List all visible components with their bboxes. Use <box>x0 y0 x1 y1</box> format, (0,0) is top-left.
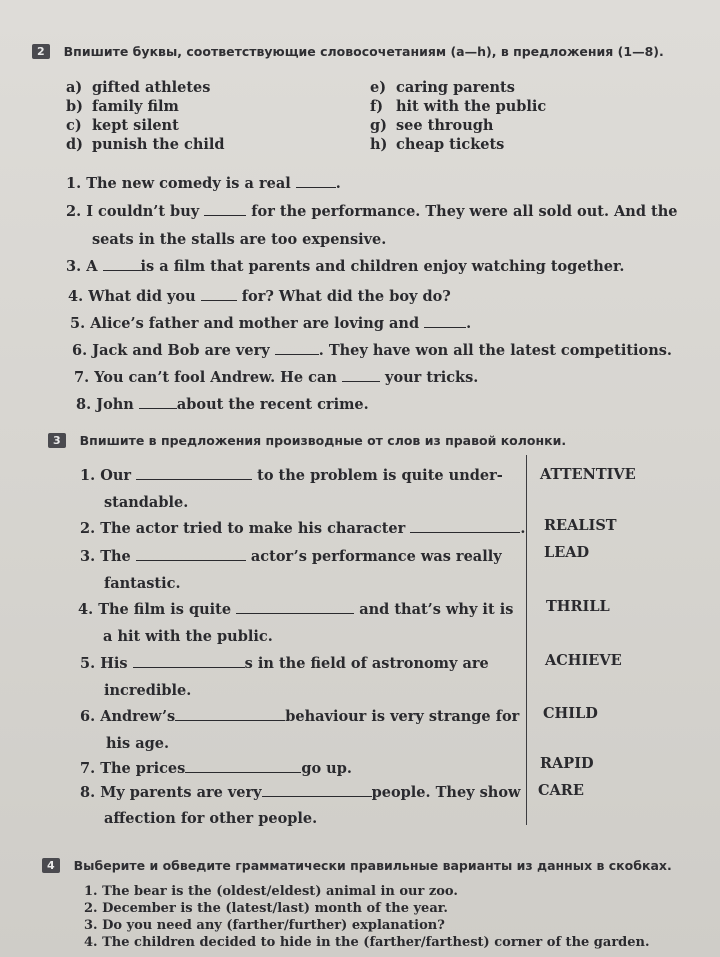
task-2-sentence-7: 7. You can’t fool Andrew. He can your tricks. <box>74 369 479 386</box>
task-3-sentence-8: 8. My parents are very people. They show <box>80 784 521 801</box>
word-achieve: ACHIEVE <box>545 652 622 669</box>
task-3-sentence-6: 6. Andrew’s behaviour is very strange for <box>80 708 520 725</box>
task-2-sentence-4: 4. What did you for? What did the boy do? <box>68 288 451 305</box>
task-2-sentence-1: 1. The new comedy is a real . <box>66 175 341 192</box>
option-f: f) hit with the public <box>370 98 547 115</box>
task-4-sentence-4: 4. The children decided to hide in the (farther/farthest) corner of the garden. <box>84 935 650 950</box>
answer-blank[interactable] <box>262 784 372 797</box>
answer-blank[interactable] <box>139 396 177 409</box>
option-h: h) cheap tickets <box>370 136 505 153</box>
word-child: CHILD <box>543 705 598 722</box>
task-2-sentence-2: 2. I couldn’t buy for the performance. They were all sold out. And the <box>66 203 678 220</box>
answer-blank[interactable] <box>175 708 285 721</box>
task-3-instruction: Впишите в предложения производные от слов из правой колонки. <box>79 433 567 448</box>
word-thrill: THRILL <box>546 598 610 615</box>
task-2-sentence-3: 3. A is a film that parents and children enjoy watching together. <box>66 258 625 275</box>
task-2-sentence-8: 8. John about the recent crime. <box>76 396 369 413</box>
task-2-heading <box>32 44 664 59</box>
answer-blank[interactable] <box>201 288 237 301</box>
task-3-sentence-4-cont: a hit with the public. <box>103 628 273 645</box>
option-e: e) caring parents <box>370 79 515 96</box>
task-3-sentence-7: 7. The prices go up. <box>80 760 352 777</box>
answer-blank[interactable] <box>275 342 319 355</box>
word-realist: REALIST <box>544 517 617 534</box>
word-care: CARE <box>538 782 584 799</box>
answer-blank[interactable] <box>296 175 336 188</box>
answer-blank[interactable] <box>236 601 354 614</box>
task-3-number: 3 <box>48 433 66 448</box>
answer-blank[interactable] <box>410 520 520 533</box>
task-3-sentence-8-cont: affection for other people. <box>104 810 318 827</box>
task-2-number: 2 <box>32 44 50 59</box>
task-3-sentence-3: 3. The actor’s performance was really <box>80 548 502 565</box>
task-3-sentence-3-cont: fantastic. <box>104 575 181 592</box>
task-3-sentence-5-cont: incredible. <box>104 682 192 699</box>
task-3-sentence-4: 4. The film is quite and that’s why it is <box>78 601 514 618</box>
answer-blank[interactable] <box>136 548 246 561</box>
answer-blank[interactable] <box>133 655 245 668</box>
task-4-instruction: Выберите и обведите грамматически правильные варианты из данных в скобках. <box>73 858 672 873</box>
option-d: d) punish the child <box>66 136 225 153</box>
task-2-sentence-5: 5. Alice’s father and mother are loving and . <box>70 315 472 332</box>
word-rapid: RAPID <box>540 755 594 772</box>
task-4-number: 4 <box>42 858 60 873</box>
task-3-sentence-2: 2. The actor tried to make his character . <box>80 520 526 537</box>
task-4-heading <box>42 858 672 873</box>
task-4-sentence-1: 1. The bear is the (oldest/eldest) animal in our zoo. <box>84 884 458 899</box>
task-3-heading <box>48 433 566 448</box>
task-3-sentence-6-cont: his age. <box>106 735 170 752</box>
answer-blank[interactable] <box>103 258 141 271</box>
task-2-sentence-2-cont: seats in the stalls are too expensive. <box>92 231 387 248</box>
task-2-sentence-6: 6. Jack and Bob are very . They have won all the latest competitions. <box>72 342 672 359</box>
task-4-sentence-2: 2. December is the (latest/last) month of the year. <box>84 901 448 916</box>
option-c: c) kept silent <box>66 117 179 134</box>
word-attentive: ATTENTIVE <box>540 466 636 483</box>
task-3-sentence-1: 1. Our to the problem is quite under- <box>80 467 503 484</box>
task-3-sentence-5: 5. His s in the field of astronomy are <box>80 655 489 672</box>
option-a: a) gifted athletes <box>66 79 211 96</box>
answer-blank[interactable] <box>342 369 380 382</box>
option-g: g) see through <box>370 117 494 134</box>
answer-blank[interactable] <box>136 467 252 480</box>
answer-blank[interactable] <box>185 760 301 773</box>
task-3-sentence-1-cont: standable. <box>104 494 189 511</box>
column-divider <box>526 455 527 825</box>
task-4-sentence-3: 3. Do you need any (farther/further) explanation? <box>84 918 445 933</box>
word-lead: LEAD <box>544 544 590 561</box>
answer-blank[interactable] <box>424 315 466 328</box>
option-b: b) family film <box>66 98 179 115</box>
task-2-instruction: Впишите буквы, соответствующие словосочетаниям (a—h), в предложения (1—8). <box>63 44 664 59</box>
answer-blank[interactable] <box>204 203 246 216</box>
